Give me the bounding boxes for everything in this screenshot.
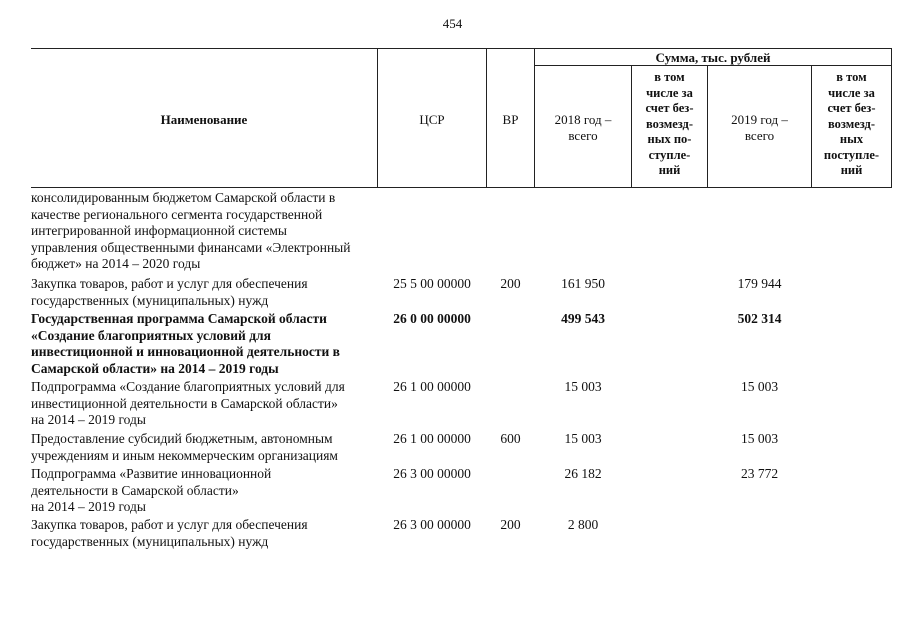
row-2018-total: 15 003 [564,379,602,394]
row-2018-total: 26 182 [564,466,602,481]
row-vr: 200 [500,517,521,532]
row-2019-total: 179 944 [737,276,782,291]
header-csr: ЦСР [419,112,445,127]
header-top-border [31,48,892,49]
row-2018-total: 2 800 [567,517,599,532]
row-csr: 26 3 00 00000 [393,466,471,481]
header-2019-gratuitous: в том числе за счет без- возмезд- ных поступле- ний [823,70,880,177]
row-2019-total: 15 003 [740,431,779,446]
row-csr: 26 0 00 00000 [393,311,471,326]
row-2019-total: 502 314 [737,311,782,326]
row-csr: 26 1 00 00000 [393,431,471,446]
row-csr: 26 1 00 00000 [393,379,471,394]
row-name: Закупка товаров, работ и услуг для обеспечения государственных (муниципальных) нужд [31,517,308,549]
header-bottom-border [31,187,892,188]
row-name: Предоставление субсидий бюджетным, автономным учреждениям и иным некоммерческим организациям [31,431,338,463]
row-2019-total: 15 003 [740,379,779,394]
header-name: Наименование [160,112,248,127]
row-name: Закупка товаров, работ и услуг для обеспечения государственных (муниципальных) нужд [31,276,308,308]
row-name: Подпрограмма «Создание благоприятных условий для инвестиционной деятельности в Самарской области» на 2014 – 2019 годы [31,379,345,427]
header-right-border [891,48,892,188]
row-2019-total: 23 772 [740,466,779,481]
row-csr: 25 5 00 00000 [393,276,471,291]
header-vr: ВР [502,112,519,127]
row-name: Государственная программа Самарской области «Создание благоприятных условий для инвестиционной и инновационной деятельности в Самарской области» на 2014 – 2019 годы [31,311,340,376]
header-2018-total: 2018 год – всего [554,112,612,143]
row-name: Подпрограмма «Развитие инновационной деятельности в Самарской области» на 2014 – 2019 годы [31,466,272,514]
row-2018-total: 15 003 [564,431,602,446]
row-vr: 600 [500,431,521,446]
page-number: 454 [442,16,463,31]
header-sum-title: Сумма, тыс. рублей [655,50,771,65]
row-csr: 26 3 00 00000 [393,517,471,532]
row-vr: 200 [500,276,521,291]
row-2018-total: 161 950 [561,276,605,291]
row-name: консолидированным бюджетом Самарской области в качестве регионального сегмента государственной интегрированной информационной системы управления общественными финансами «Электронный бюджет» на 2014 – 2020 годы [31,190,351,271]
header-2018-gratuitous: в том числе за счет без- возмезд- ных по- ступле- ний [645,70,694,177]
row-2018-total: 499 543 [561,311,605,326]
header-2019-total: 2019 год – всего [731,112,788,143]
